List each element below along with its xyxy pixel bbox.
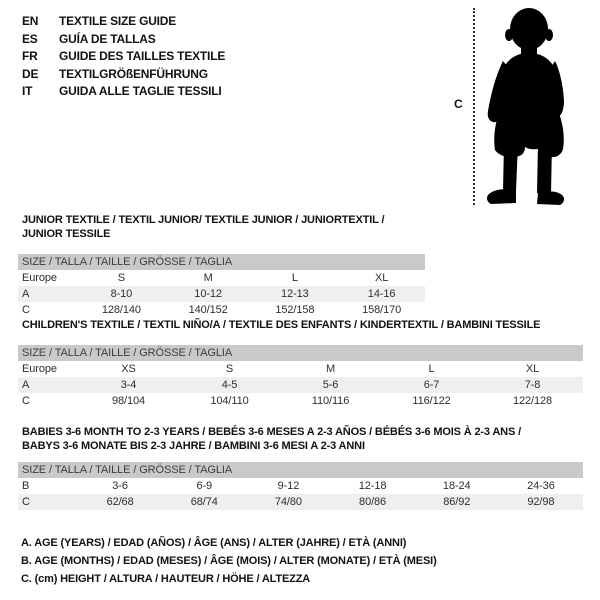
- junior-size-table: [18, 254, 425, 318]
- table-row: [18, 494, 583, 510]
- size-value-cell: 116/122: [412, 395, 451, 407]
- size-value-cell: 158/170: [362, 304, 402, 316]
- size-value-cell: 12-18: [358, 480, 387, 492]
- size-value-cell: S: [117, 272, 125, 284]
- row-label: Europe: [22, 363, 57, 375]
- table-header-bar: SIZE / TALLA / TAILLE / GRÖSSE / TAGLIA: [18, 345, 583, 361]
- language-row-fr: [22, 48, 225, 66]
- language-title: TEXTILGRÖßENFÜHRUNG: [59, 66, 208, 81]
- size-value-cell: 68/74: [190, 496, 218, 508]
- language-code: IT: [22, 84, 33, 99]
- baby-figure: [440, 0, 600, 215]
- size-value-cell: 122/128: [512, 395, 553, 407]
- language-title: GUÍA DE TALLAS: [59, 31, 156, 46]
- language-title: TEXTILE SIZE GUIDE: [59, 14, 177, 28]
- table-row: [18, 393, 583, 409]
- table-row: [18, 270, 425, 286]
- language-row-en: [22, 13, 225, 31]
- legend: [21, 534, 437, 588]
- size-value-cell: 110/116: [311, 395, 350, 407]
- size-value-cell: M: [325, 363, 336, 375]
- baby-silhouette-icon: [485, 5, 565, 205]
- size-value-cell: 98/104: [111, 395, 146, 407]
- size-value-cell: 5-6: [322, 379, 339, 391]
- language-row-it: [22, 83, 225, 101]
- size-value-cell: 140/152: [188, 304, 228, 316]
- language-list: [22, 13, 225, 101]
- size-value-cell: 8-10: [110, 288, 133, 300]
- children-size-table: [18, 345, 583, 409]
- size-value-cell: 6-7: [423, 379, 440, 391]
- size-value-cell: 14-16: [367, 288, 396, 300]
- size-value-cell: 18-24: [442, 480, 471, 492]
- size-value-cell: 128/140: [101, 304, 141, 316]
- table-header-bar: SIZE / TALLA / TAILLE / GRÖSSE / TAGLIA: [18, 462, 583, 478]
- size-value-cell: 6-9: [196, 480, 213, 492]
- size-value-cell: 10-12: [194, 288, 222, 300]
- table-title: BABIES 3-6 MONTH TO 2-3 YEARS / BEBÉS 3-6 MESES A 2-3 AÑOS / BÉBÉS 3-6 MOIS À 2-3 ANS /: [22, 426, 521, 438]
- language-code: DE: [22, 66, 39, 81]
- table-row: [18, 302, 425, 318]
- size-value-cell: 3-6: [112, 480, 128, 492]
- size-value-cell: 7-8: [524, 379, 541, 391]
- size-value-cell: 92/98: [527, 496, 555, 508]
- size-value-cell: 74/80: [274, 496, 302, 508]
- legend-line-c: C. (cm) HEIGHT / ALTURA / HAUTEUR / HÖHE / ALTEZZA: [21, 573, 311, 585]
- language-row-es: [22, 31, 225, 49]
- size-value-cell: XL: [374, 272, 389, 284]
- language-code: FR: [22, 49, 38, 64]
- junior-textile-section: [18, 213, 425, 318]
- language-title: GUIDE DES TAILLES TEXTILE: [59, 49, 226, 64]
- size-value-cell: XS: [121, 363, 136, 375]
- babies-size-table: [18, 462, 583, 510]
- children-textile-section: [18, 318, 583, 409]
- size-value-cell: 86/92: [443, 496, 471, 508]
- size-value-cell: 4-5: [221, 379, 238, 391]
- row-label: A: [22, 379, 30, 391]
- table-title-line2: BABYS 3-6 MONATE BIS 2-3 JAHRE / BAMBINI 3-6 MESI A 2-3 ANNI: [22, 440, 365, 452]
- row-label: C: [22, 496, 30, 508]
- table-row: [18, 478, 583, 494]
- row-label: C: [22, 395, 30, 407]
- size-value-cell: M: [203, 272, 213, 284]
- row-label: Europe: [22, 272, 57, 284]
- language-row-de: [22, 66, 225, 84]
- language-title: GUIDA ALLE TAGLIE TESSILI: [59, 84, 222, 99]
- legend-line-b: B. AGE (MONTHS) / EDAD (MESES) / ÂGE (MOIS) / ALTER (MONATE) / ETÀ (MESI): [21, 555, 437, 567]
- row-label: C: [22, 304, 30, 316]
- size-value-cell: 104/110: [210, 395, 249, 407]
- row-label: A: [22, 288, 30, 300]
- row-label: B: [22, 480, 30, 492]
- size-value-cell: 24-36: [527, 480, 555, 492]
- size-value-cell: L: [428, 363, 435, 375]
- table-title: CHILDREN'S TEXTILE / TEXTIL NIÑO/A / TEXTILE DES ENFANTS / KINDERTEXTIL / BAMBINI TESSILE: [22, 319, 541, 331]
- size-value-cell: 80/86: [359, 496, 387, 508]
- size-value-cell: 9-12: [277, 480, 300, 492]
- size-value-cell: S: [225, 363, 234, 375]
- table-row: [18, 361, 583, 377]
- table-title: JUNIOR TEXTILE / TEXTIL JUNIOR/ TEXTILE JUNIOR / JUNIORTEXTIL / JUNIOR TESSILE: [22, 214, 385, 240]
- language-code: ES: [22, 31, 38, 46]
- size-value-cell: 3-4: [120, 379, 137, 391]
- size-value-cell: 62/68: [106, 496, 134, 508]
- height-measure-line: [473, 8, 475, 205]
- size-value-cell: L: [291, 272, 298, 284]
- language-code: EN: [22, 14, 39, 28]
- table-row: [18, 286, 425, 302]
- size-value-cell: 12-13: [281, 288, 309, 300]
- height-label: C: [454, 97, 463, 111]
- babies-textile-section: [18, 425, 583, 510]
- table-header-bar: SIZE / TALLA / TAILLE / GRÖSSE / TAGLIA: [18, 254, 425, 270]
- size-value-cell: XL: [525, 363, 540, 375]
- legend-line-a: A. AGE (YEARS) / EDAD (AÑOS) / ÂGE (ANS) / ALTER (JAHRE) / ETÀ (ANNI): [21, 537, 407, 549]
- size-value-cell: 152/158: [275, 304, 315, 316]
- table-row: [18, 377, 583, 393]
